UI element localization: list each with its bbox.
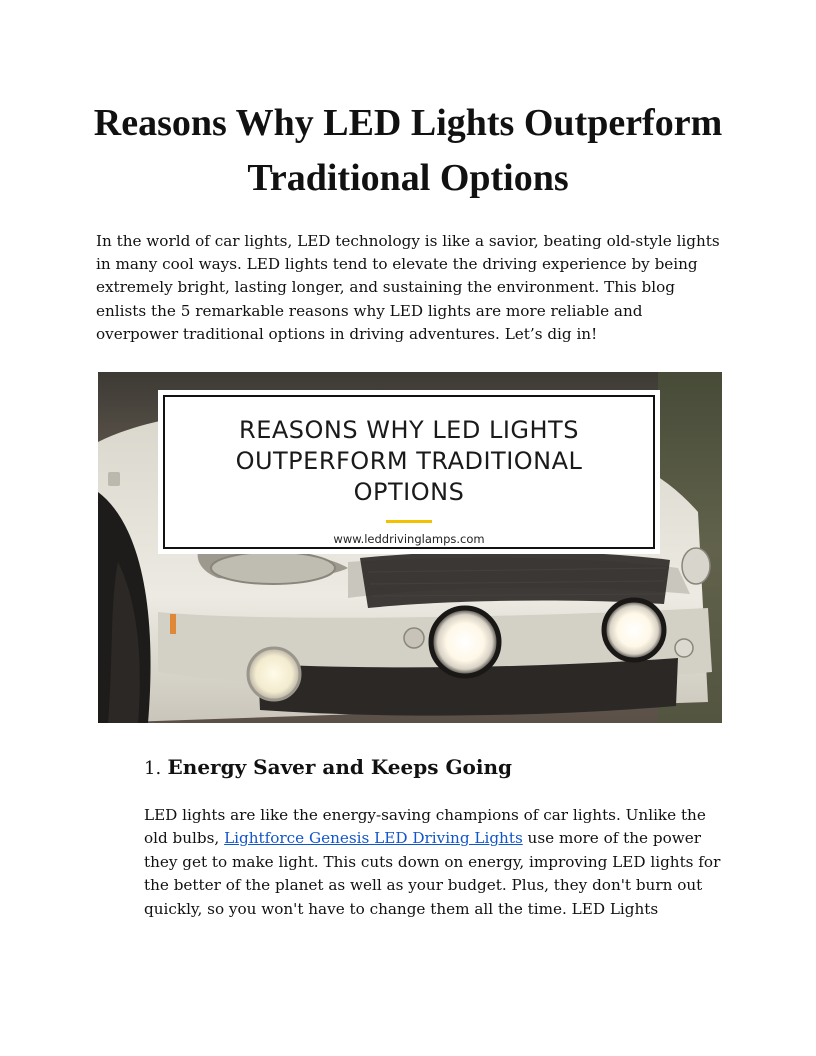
section-1-title: Energy Saver and Keeps Going bbox=[167, 755, 512, 779]
page-title: Reasons Why LED Lights Outperform Traditional Options bbox=[93, 102, 723, 199]
section-1-text-before-link: LED lights are like the energy-saving champions of car lights. Unlike the old bulbs, bbox=[144, 806, 706, 848]
intro-paragraph: In the world of car lights, LED technology is like a savior, beating old-style lights in many cool ways. LED lights tend to elevate the driving experience by being extremely bright, lasting longer, and sustaining the environment. This blog enlists the 5 remarkable reasons why LED lights are more reliable and overpower traditional options in driving adventures. Let’s dig in! bbox=[96, 232, 720, 343]
section-1-heading bbox=[144, 752, 512, 784]
hero-title-card bbox=[158, 390, 660, 554]
section-1-text-after-link: use more of the power they get to make light. This cuts down on energy, improving LED lights for the better of the planet as well as your budget. Plus, they don't burn out quickly, so you won't have to change them all the time. LED Lights bbox=[144, 829, 721, 918]
hero-card-url: www.leddrivinglamps.com bbox=[333, 532, 485, 546]
section-1-number: 1. bbox=[144, 758, 162, 779]
section-1-body bbox=[144, 804, 730, 921]
product-link[interactable]: Lightforce Genesis LED Driving Lights bbox=[224, 829, 523, 848]
hero-card-title: REASONS WHY LED LIGHTS OUTPERFORM TRADITIONAL OPTIONS bbox=[235, 416, 583, 506]
hero-image bbox=[98, 372, 722, 723]
accent-divider bbox=[386, 520, 432, 523]
